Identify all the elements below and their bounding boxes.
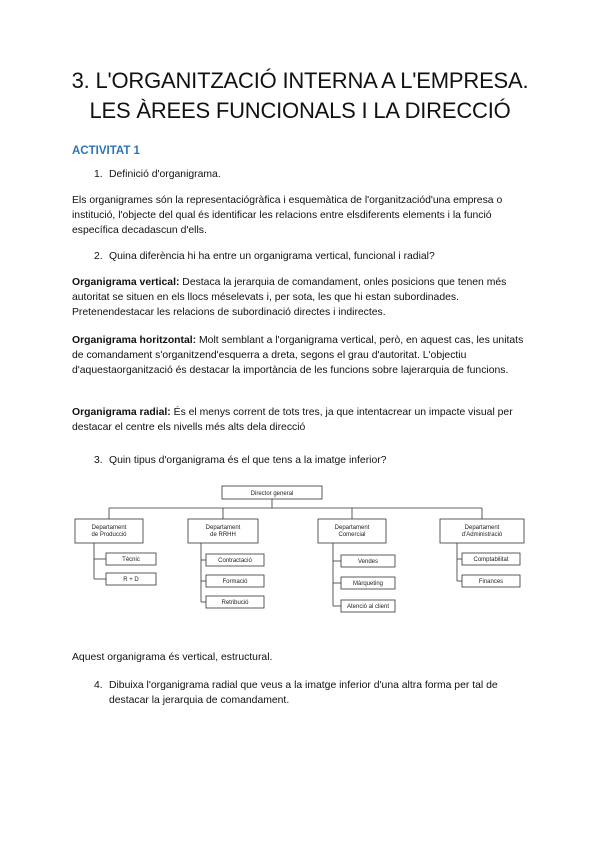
question-number: 1. bbox=[94, 169, 103, 180]
answer-vertical-label: Organigrama vertical: bbox=[72, 277, 180, 288]
dept-label: Departament bbox=[464, 525, 500, 531]
dept-label: Departament bbox=[91, 525, 127, 531]
answer-q3: Aquest organigrama és vertical, estructural. bbox=[72, 652, 273, 663]
question-text: Quin tipus d'organigrama és el que tens a la imatge inferior? bbox=[109, 455, 387, 466]
dept-label: Departament bbox=[205, 525, 241, 531]
unit-label: Tècnic bbox=[122, 557, 140, 563]
dept-label: d'Administració bbox=[461, 532, 503, 538]
activity-heading: ACTIVITAT 1 bbox=[72, 145, 140, 157]
unit-label: Contractació bbox=[218, 558, 252, 564]
question-1 bbox=[94, 167, 534, 182]
unit-label: Formació bbox=[222, 579, 248, 585]
answer-horizontal bbox=[72, 333, 528, 378]
answer-horizontal-text: Molt semblant a l'organigrama vertical, però, en aquest cas, les unitats de comandament s'organitzend'esquerra a dreta, segons el grau d'autoritat. L'objectiu d'aquestaorganització és destacar la importància de les funcions sobre lajerarquia de funcions. bbox=[72, 335, 524, 376]
question-3 bbox=[94, 453, 534, 468]
question-text: Definició d'organigrama. bbox=[109, 169, 221, 180]
title-line-2: LES ÀREES FUNCIONALS I LA DIRECCIÓ bbox=[89, 98, 511, 123]
answer-radial-text: És el menys corrent de tots tres, ja que intentacrear un impacte visual per destacar el centre els nivells més alts dela direcció bbox=[72, 407, 513, 433]
unit-label: Vendes bbox=[357, 559, 379, 565]
dept-label: Departament bbox=[334, 525, 370, 531]
answer-horizontal-label: Organigrama horitzontal: bbox=[72, 335, 197, 346]
page-title bbox=[40, 66, 560, 126]
dept-label: Comercial bbox=[338, 532, 366, 538]
dept-label: de Producció bbox=[91, 532, 127, 538]
org-chart bbox=[70, 478, 530, 620]
dept-label: de RRHH bbox=[210, 532, 236, 538]
unit-label: Finances bbox=[478, 579, 504, 585]
unit-label: Atenció al client bbox=[346, 604, 390, 610]
answer-radial bbox=[72, 405, 528, 435]
question-4 bbox=[94, 678, 534, 708]
answer-vertical bbox=[72, 275, 528, 320]
answer-vertical-text: Destaca la jerarquia de comandament, onles posicions que tenen més autoritat se situen en els llocs méselevats i, per sota, les que hi estan subordinades. Pretenendestacar les relacions de subordinació directes i indirectes. bbox=[72, 277, 507, 318]
answer-radial-label: Organigrama radial: bbox=[72, 407, 171, 418]
unit-label: Retribució bbox=[221, 600, 249, 606]
question-2 bbox=[94, 249, 534, 264]
question-number: 3. bbox=[94, 455, 103, 466]
answer-definition: Els organigrames són la representaciógràfica i esquemàtica de l'organitzaciód'una empresa o institució, l'objecte del qual és identificar les relacions entre elsdiferents elements i la funció específica decadascun d'ells. bbox=[72, 195, 503, 236]
org-top-label: Director general bbox=[250, 491, 294, 497]
question-number: 4. bbox=[94, 680, 103, 691]
question-text: Quina diferència hi ha entre un organigrama vertical, funcional i radial? bbox=[109, 251, 435, 262]
question-number: 2. bbox=[94, 251, 103, 262]
unit-label: Màrqueting bbox=[352, 581, 384, 587]
title-line-1: 3. L'ORGANITZACIÓ INTERNA A L'EMPRESA. bbox=[71, 68, 529, 93]
unit-label: Comptabilitat bbox=[473, 557, 509, 563]
unit-label: R + D bbox=[123, 577, 139, 583]
question-text: Dibuixa l'organigrama radial que veus a la imatge inferior d'una altra forma per tal de destacar la jerarquia de comandament. bbox=[109, 680, 498, 706]
